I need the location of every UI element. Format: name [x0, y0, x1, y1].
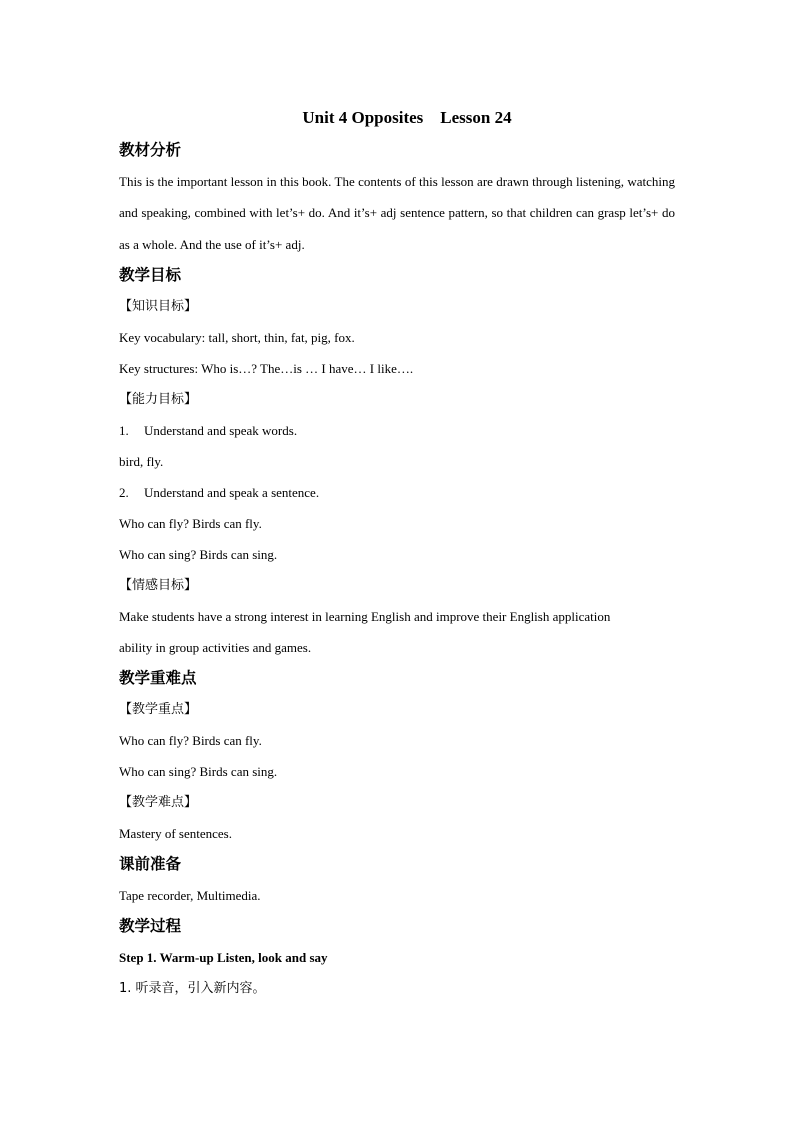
- ability-objective-label: 【能力目标】: [119, 391, 198, 407]
- list-number: 2.: [119, 484, 129, 500]
- knowledge-objective-label: 【知识目标】: [119, 298, 198, 314]
- heading-objectives: 教学目标: [119, 265, 182, 284]
- analysis-paragraph: This is the important lesson in this book. The contents of this lesson are drawn through listening, watching and speaking, combined with let’s+ do. And it’s+ adj sentence pattern, so that children can grasp let’s+ do as a whole. And the use of it’s+ adj.: [119, 174, 675, 252]
- ability-item-1: [119, 415, 675, 446]
- heading-keypoints: 教学重难点: [119, 668, 197, 687]
- focus-sentence-1: Who can fly? Birds can fly.: [119, 732, 262, 748]
- heading-analysis: 教材分析: [119, 141, 182, 159]
- teaching-focus-label: 【教学重点】: [119, 701, 198, 717]
- document-title: Unit 4 Opposites Lesson 24: [302, 108, 512, 127]
- key-vocabulary: Key vocabulary: tall, short, thin, fat, pig, fox.: [119, 329, 355, 345]
- emotion-line-1: Make students have a strong interest in learning English and improve their English application: [119, 608, 611, 624]
- list-text: Understand and speak words.: [144, 422, 298, 438]
- heading-preparation: 课前准备: [119, 854, 182, 873]
- ability-sentence-2: Who can sing? Birds can sing.: [119, 546, 278, 562]
- process-item-1: 1. 听录音，引入新内容。: [119, 980, 266, 996]
- list-text: Understand and speak a sentence.: [144, 484, 320, 500]
- list-number: 1.: [119, 422, 129, 438]
- focus-sentence-2: Who can sing? Birds can sing.: [119, 763, 278, 779]
- emotion-objective-label: 【情感目标】: [119, 577, 198, 593]
- ability-item-1-words: bird, fly.: [119, 453, 164, 469]
- teaching-difficulty-label: 【教学难点】: [119, 794, 198, 810]
- document-page: [119, 104, 675, 1004]
- step-1-heading: Step 1. Warm-up Listen, look and say: [119, 949, 328, 965]
- preparation-text: Tape recorder, Multimedia.: [119, 887, 261, 903]
- heading-process: 教学过程: [119, 916, 182, 935]
- key-structures: Key structures: Who is…? The…is … I have… I like….: [119, 360, 414, 376]
- emotion-line-2: ability in group activities and games.: [119, 639, 312, 655]
- ability-sentence-1: Who can fly? Birds can fly.: [119, 515, 262, 531]
- difficulty-text: Mastery of sentences.: [119, 825, 232, 841]
- ability-item-2: [119, 477, 675, 508]
